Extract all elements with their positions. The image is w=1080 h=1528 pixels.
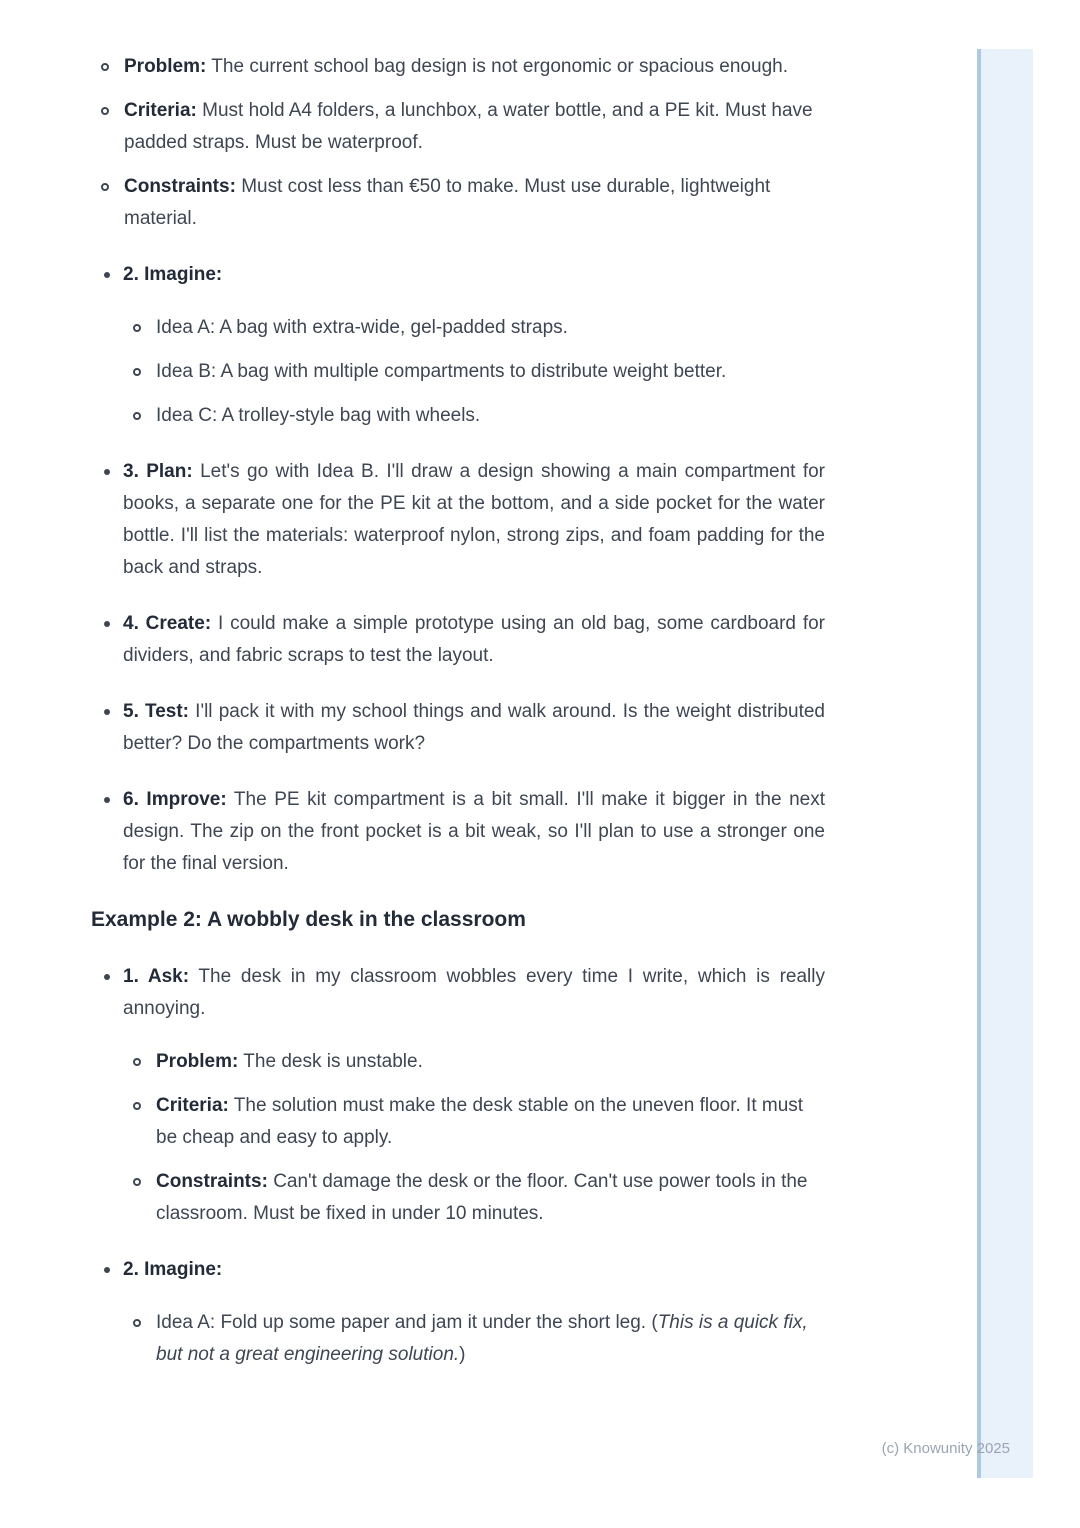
right-margin-highlight [977,49,1033,1478]
bullet-icon [104,469,110,475]
list-item-text [123,259,825,291]
item-label: Constraints: [124,176,236,197]
item-label: Problem: [156,1051,239,1072]
item-body: Idea A: A bag with extra-wide, gel-padded straps. [156,317,568,338]
item-body: The PE kit compartment is a bit small. I'll make it bigger in the next design. The zip on the front pocket is a bit weak, so I'll plan to use a stronger one for the final version. [123,789,825,874]
item-label: 1. Ask: [123,966,190,987]
sub-list-item [123,1307,825,1371]
section-heading: Example 2: A wobbly desk in the classroom [91,908,526,931]
sub-list-item [91,51,825,83]
sub-list-item [123,1166,825,1230]
bullet-icon [104,797,110,803]
item-label: 6. Improve: [123,789,227,810]
list-item [91,1254,825,1371]
list-item-text [123,696,825,760]
item-label: 2. Imagine: [123,264,223,285]
sub-list [91,51,825,235]
item-body: Let's go with Idea B. I'll draw a design showing a main compartment for books, a separate one for the PE kit at the bottom, and a side pocket for the water bottle. I'll list the materials: waterproof nylon, strong zips, and foam padding for the back and straps. [123,461,826,578]
circle-bullet-icon [133,1102,141,1110]
item-label: Problem: [124,56,207,77]
sub-list-item [91,95,825,159]
item-label: 2. Imagine: [123,1259,223,1280]
sub-item-text [156,1307,825,1371]
item-body: The current school bag design is not ergonomic or spacious enough. [211,56,788,77]
sub-list [123,1307,825,1371]
sub-item-text [156,400,825,432]
item-body: Idea B: A bag with multiple compartments to distribute weight better. [156,361,727,382]
item-body: Can't damage the desk or the floor. Can't use power tools in the classroom. Must be fixed in under 10 minutes. [156,1171,808,1224]
item-label: Constraints: [156,1171,268,1192]
bullet-icon [104,272,110,278]
list-item-text [123,608,825,672]
sub-item-text [156,312,825,344]
item-body: The solution must make the desk stable on the uneven floor. It must be cheap and easy to apply. [156,1095,804,1148]
item-body-italic: This is a quick fix, but not a great engineering solution. [156,1312,808,1365]
circle-bullet-icon [133,1058,141,1066]
circle-bullet-icon [133,368,141,376]
item-body: The desk is unstable. [243,1051,423,1072]
item-label: 5. Test: [123,701,189,722]
document-content [91,51,825,1395]
circle-bullet-icon [101,107,109,115]
bullet-icon [104,1267,110,1273]
item-body: Idea C: A trolley-style bag with wheels. [156,405,481,426]
circle-bullet-icon [133,324,141,332]
item-body: I'll pack it with my school things and walk around. Is the weight distributed better? Do the compartments work? [123,701,825,754]
item-body: Must cost less than €50 to make. Must use durable, lightweight material. [124,176,771,229]
item-body: Must hold A4 folders, a lunchbox, a water bottle, and a PE kit. Must have padded straps. Must be waterproof. [124,100,813,153]
circle-bullet-icon [133,412,141,420]
item-label: 3. Plan: [123,461,193,482]
sub-list-item [123,400,825,432]
sub-item-text [156,356,825,388]
circle-bullet-icon [101,63,109,71]
sub-list-item [91,171,825,235]
item-body-suffix: ) [459,1344,466,1365]
sub-list-item [123,356,825,388]
bullet-icon [104,974,110,980]
sub-item-text [124,95,825,159]
item-body: I could make a simple prototype using an old bag, some cardboard for dividers, and fabric scraps to test the layout. [123,613,825,666]
list-item-text [123,784,825,880]
circle-bullet-icon [133,1178,141,1186]
list-item [91,456,825,584]
list-item [91,784,825,880]
circle-bullet-icon [133,1319,141,1327]
bullet-icon [104,621,110,627]
list-item [91,961,825,1230]
list-item [91,696,825,760]
sub-list [123,312,825,432]
list-item [91,608,825,672]
item-body: Idea A: Fold up some paper and jam it under the short leg. ( [156,1312,658,1333]
highlight-edge-line [977,49,981,1478]
sublist-continuation-block [91,51,825,235]
item-label: Criteria: [156,1095,229,1116]
sub-item-text [124,171,825,235]
copyright-footer: (c) Knowunity 2025 [881,1440,1010,1457]
sub-list-item [123,1046,825,1078]
sub-item-text [124,51,825,83]
list-item-text [123,961,825,1025]
list-item-text [123,456,825,584]
sub-item-text [156,1090,825,1154]
item-label: Criteria: [124,100,197,121]
bullet-icon [104,709,110,715]
sub-item-text [156,1166,825,1230]
sub-list-item [123,1090,825,1154]
circle-bullet-icon [101,183,109,191]
item-label: 4. Create: [123,613,212,634]
list-item-text [123,1254,825,1286]
sub-item-text [156,1046,825,1078]
item-body: The desk in my classroom wobbles every time I write, which is really annoying. [123,966,825,1019]
sub-list [123,1046,825,1230]
sub-list-item [123,312,825,344]
list-item [91,259,825,432]
